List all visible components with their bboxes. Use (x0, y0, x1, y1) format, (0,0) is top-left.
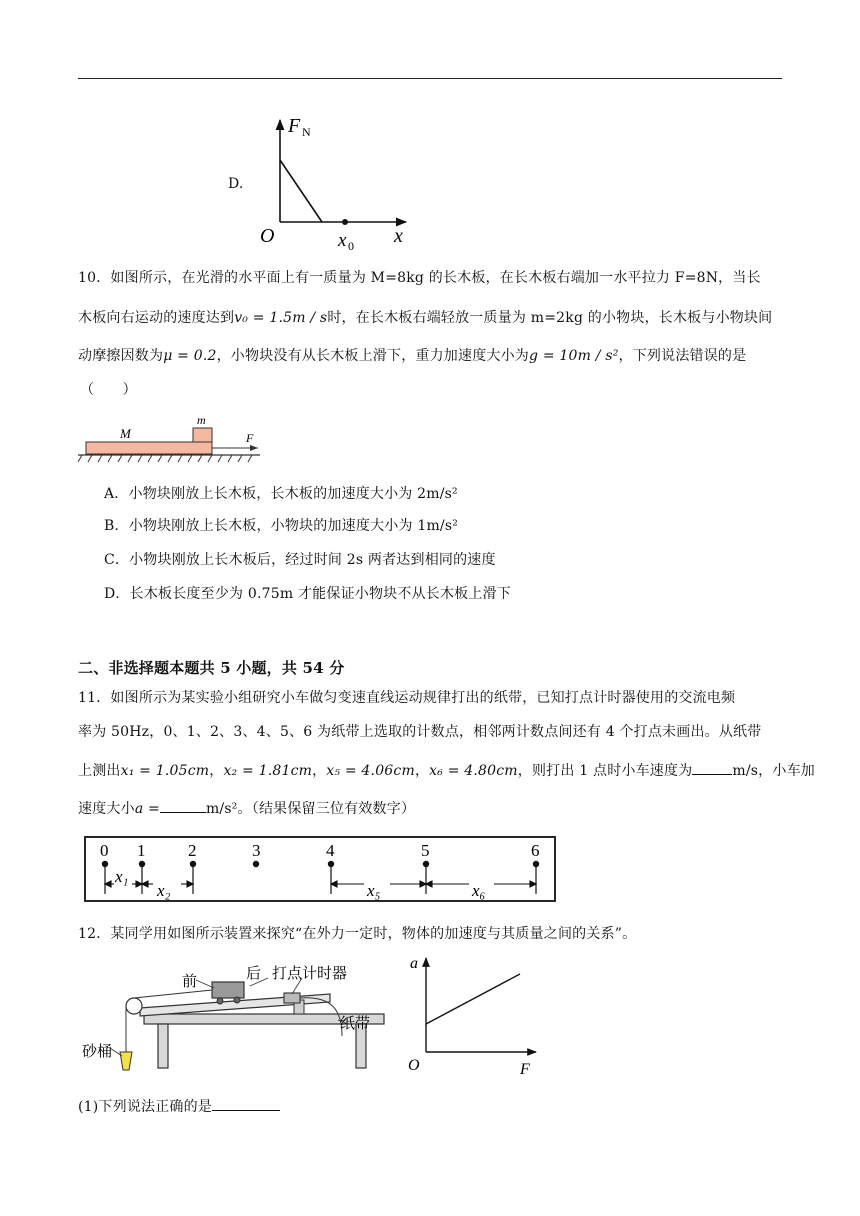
q11-line3-unit: m/s，小车加 (732, 763, 815, 779)
sand-bucket (120, 1052, 132, 1070)
a-f-line (426, 974, 520, 1024)
a-symbol: a = (134, 801, 160, 817)
q11-line4 (78, 798, 415, 819)
cart (212, 982, 244, 998)
label-back: 后 (246, 964, 262, 982)
section-title: 二、非选择题本题共 5 小题，共 54 分 (78, 659, 345, 677)
M-label: M (120, 426, 131, 441)
f-label: F (520, 1061, 530, 1076)
v0-formula: v₀ = 1.5m / s (234, 310, 328, 326)
seg-x1-label: x₁ (115, 867, 129, 886)
q10-option-b: B．小物块刚放上长木板，小物块的加速度大小为 1m/s² (104, 518, 459, 534)
q10-line3-a: 动摩擦因数为 (78, 348, 164, 364)
point-5-label: 5 (421, 841, 430, 860)
fn-x-graph (250, 112, 420, 252)
label-timer: 打点计时器 (272, 964, 348, 982)
m-label: m (197, 413, 206, 427)
ground-hatch (78, 455, 252, 462)
q10-option-c: C．小物块刚放上长木板后，经过时间 2s 两者达到相同的速度 (104, 552, 496, 568)
q11-line1: 11．如图所示为某实验小组研究小车做匀变速直线运动规律打出的纸带，已知打点计时器使用的交流电频 (78, 690, 736, 706)
board-block-figure (78, 408, 268, 468)
origin-label: O (260, 225, 275, 247)
x5-value: x₅ = 4.06cm (326, 763, 415, 779)
point-2-label: 2 (188, 841, 197, 860)
q10-line1: 10．如图所示，在光滑的水平面上有一质量为 M=8kg 的长木板，在长木板右端加一水平拉力 F=8N，当长 (78, 270, 761, 286)
seg-x5-label: x₅ (367, 881, 381, 900)
q11-line3-b: ，则打出 1 点时小车速度为 (517, 763, 693, 779)
ticker-timer (284, 993, 300, 1003)
seg-x6-label: x₆ (472, 881, 486, 900)
q11-line4-a: 速度大小 (78, 801, 135, 817)
point-0-label: 0 (100, 841, 109, 860)
header-rule (78, 78, 782, 79)
point-3-label: 3 (252, 841, 261, 860)
q10-line2 (78, 308, 772, 328)
q12-sub1-answer-blank[interactable] (212, 1096, 280, 1111)
q11-line3: 上测出x₁ = 1.05cm，x₂ = 1.81cm，x₅ = 4.06cm，x₆ = 4.80cm，则打出 1 点时小车速度为 m/s，小车加 (78, 760, 815, 781)
x6-value: x₆ = 4.80cm (429, 763, 518, 779)
x0-label: x (338, 230, 347, 251)
option-d-label: D. (228, 176, 244, 192)
q12-sub1-text: (1)下列说法正确的是 (78, 1099, 213, 1115)
mu-formula: μ = 0.2 (163, 348, 217, 364)
q11-line3-a: 上测出 (78, 763, 121, 779)
point-1-label: 1 (137, 841, 146, 860)
q10-option-d: D．长木板长度至少为 0.75m 才能保证小物块不从长木板上滑下 (104, 586, 511, 602)
fn-sub: N (302, 125, 311, 139)
q10-answer-paren: （ ） (80, 382, 137, 398)
x0-dot (342, 219, 348, 225)
q11-line2: 率为 50Hz，0、1、2、3、4、5、6 为纸带上选取的计数点，相邻两计数点间还有 4 个打点未画出。从纸带 (78, 724, 762, 740)
F-label: F (246, 431, 254, 445)
label-tape: 纸带 (340, 1014, 371, 1032)
pulley (126, 998, 142, 1014)
experiment-apparatus (80, 956, 400, 1080)
long-board (86, 442, 212, 454)
g-formula: g = 10m / s² (529, 348, 619, 364)
a-label: a (410, 955, 418, 972)
string (134, 990, 212, 998)
label-bucket: 砂桶 (82, 1042, 113, 1060)
point-4-label: 4 (326, 841, 335, 860)
q10-line2-b: 时，在长木板右端轻放一质量为 m=2kg 的小物块，长木板与小物块间 (327, 310, 773, 326)
q10-line2-a: 木板向右运动的速度达到 (78, 310, 235, 326)
small-block (193, 428, 212, 442)
x-label: x (394, 225, 403, 247)
a-f-graph (402, 952, 542, 1076)
x0-sub: 0 (348, 239, 354, 252)
table-leg-left (158, 1024, 168, 1068)
label-front: 前 (182, 972, 198, 990)
seg-x2-label: x₂ (157, 881, 171, 900)
x1-value: x₁ = 1.05cm (120, 763, 210, 779)
fn-label: F (288, 115, 301, 137)
velocity-answer-blank[interactable] (692, 760, 732, 775)
acceleration-answer-blank[interactable] (160, 798, 206, 813)
q10-line3-c: ，下列说法错误的是 (618, 348, 747, 364)
q10-line3-b: ，小物块没有从长木板上滑下，重力加速度大小为 (216, 348, 530, 364)
x2-value: x₂ = 1.81cm (223, 763, 313, 779)
paper-tape-figure (84, 836, 558, 904)
q10-line3 (78, 346, 746, 366)
q10-option-a: A．小物块刚放上长木板，长木板的加速度大小为 2m/s² (104, 486, 458, 502)
q12-sub1 (78, 1096, 280, 1117)
fn-line (280, 160, 322, 222)
point-6-label: 6 (531, 841, 540, 860)
q11-line4-unit: m/s²。（结果保留三位有效数字） (205, 801, 416, 817)
origin-label-2: O (408, 1057, 420, 1074)
q12-line1: 12．某同学用如图所示装置来探究“在外力一定时，物体的加速度与其质量之间的关系”。 (78, 926, 637, 942)
